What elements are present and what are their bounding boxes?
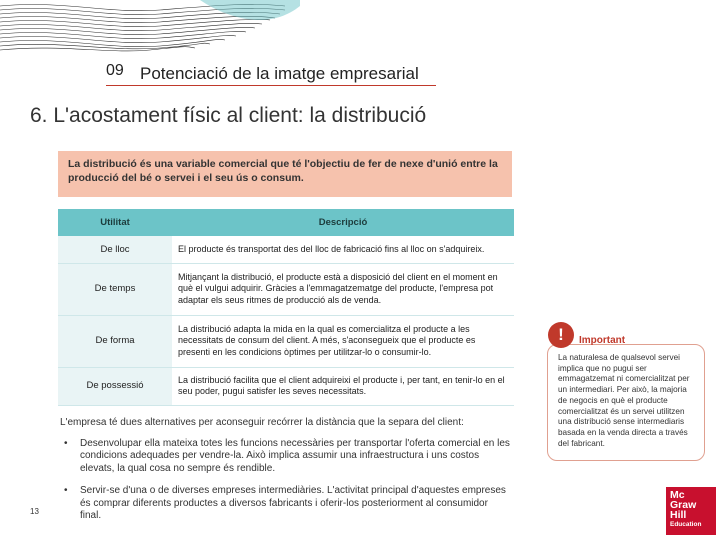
table-row: [58, 236, 514, 263]
decorative-wave-graphic: [0, 0, 300, 60]
body-text: [60, 417, 510, 533]
important-panel: [547, 344, 705, 461]
list-item: • Servir-se d'una o de diverses empreses intermediàries. L'activitat principal d'aquestes empreses és comprar diferents productes a diversos fabricants i oferir-los posteriorment al consumidor final.: [60, 485, 510, 523]
definition-text: La distribució és una variable comercial que té l'objectiu de fer de nexe d'unió entre la producció del bé o servei i el seu ús o consum.: [68, 158, 498, 184]
definition-box: [58, 151, 512, 197]
important-text: La naturalesa de qualsevol servei implica que no pugui ser emmagatzemat ni comercialitzat per un intermediari. Per això, la majoria de negocis en què el producte comercialitzat és un servei utilitzen una distribució sense intermediaris basada en la venda directa a través del fabricant.: [558, 353, 690, 448]
table-row: [58, 263, 514, 315]
utility-cell: De temps: [58, 263, 172, 315]
description-cell: El producte és transportat des del lloc de fabricació fins al lloc on s'adquireix.: [172, 236, 514, 263]
exclamation-icon: !: [548, 322, 574, 348]
utility-cell: De possessió: [58, 367, 172, 405]
description-cell: La distribució adapta la mida en la qual es comercialitza el producte a les necessitats de consum del client. A més, s'aconsegueix que el producte es presenti en les condicions òptimes per utilitzar-lo o consumir-lo.: [172, 315, 514, 367]
description-cell: Mitjançant la distribució, el producte està a disposició del client en el moment en què el vulgui adquirir. Gràcies a l'emmagatzematge del producte, l'empresa pot adaptar els seus ritmes de producció als de venda.: [172, 263, 514, 315]
slide-title: 6. L'acostament físic al client: la distribució: [30, 104, 427, 127]
important-callout: [545, 322, 707, 461]
chapter-title: Potenciació de la imatge empresarial: [140, 64, 419, 83]
important-label: Important: [579, 335, 626, 346]
chapter-header: [106, 62, 436, 86]
table-row: [58, 315, 514, 367]
column-header-utility: Utilitat: [58, 209, 172, 236]
page-number: 13: [30, 507, 39, 516]
body-lead: L'empresa té dues alternatives per aconseguir recórrer la distància que la separa del client:: [60, 417, 464, 428]
list-item: • Desenvolupar ella mateixa totes les funcions necessàries per transportar l'oferta comercial en les condicions adequades per vendre-la. Això implica assumir una infraestructura i uns costos elevats, la qual cosa no sempre és rendible.: [60, 438, 510, 476]
chapter-number: 09: [106, 62, 124, 79]
utility-cell: De forma: [58, 315, 172, 367]
description-cell: La distribució facilita que el client adquireixi el producte i, per tant, en tenir-lo en el seu poder, pugui satisfer les seves necessitats.: [172, 367, 514, 405]
utility-cell: De lloc: [58, 236, 172, 263]
publisher-logo: Mc Graw Hill Education: [666, 487, 716, 535]
column-header-description: Descripció: [172, 209, 514, 236]
table-header-row: [58, 209, 514, 236]
table-row: [58, 367, 514, 405]
alternatives-list: [60, 438, 510, 523]
distribution-utilities-table: [58, 209, 514, 406]
